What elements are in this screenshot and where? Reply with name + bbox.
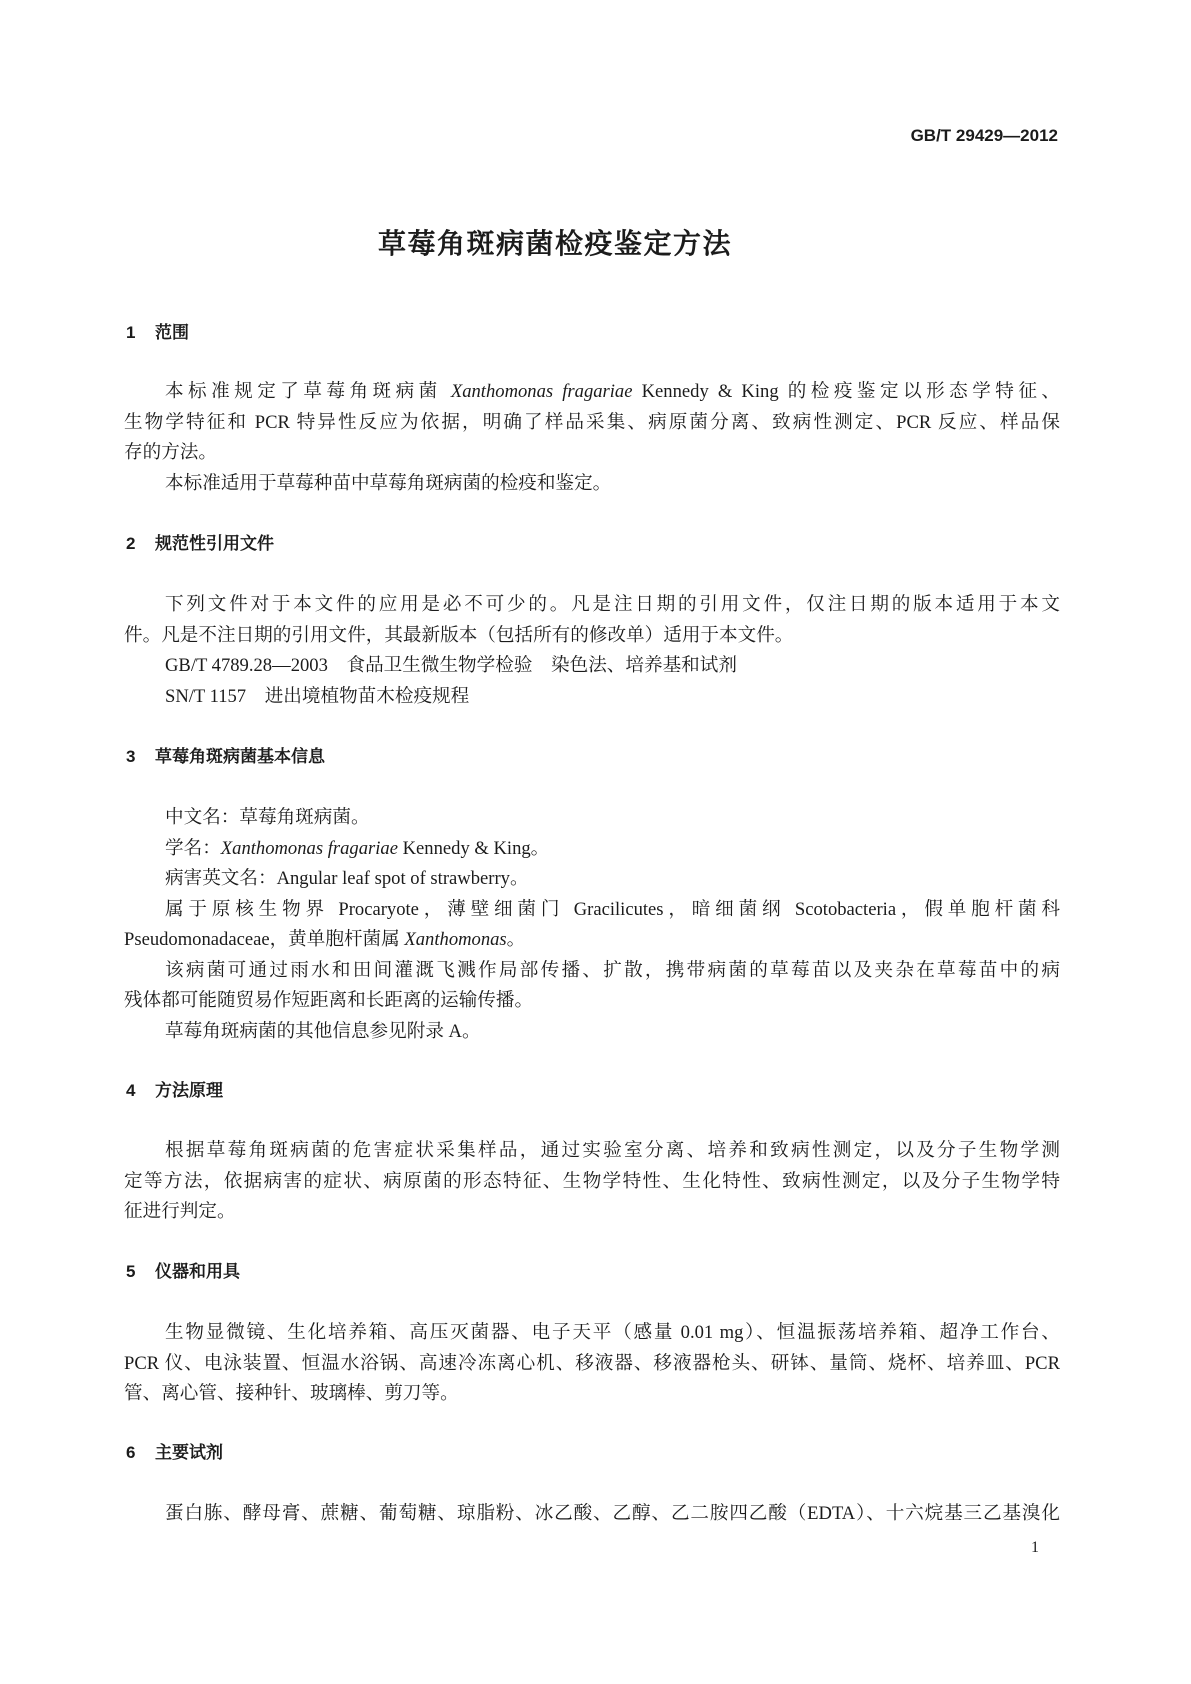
section-title: 范围 <box>155 323 189 342</box>
line-text: 件。凡是不注日期的引用文件，其最新版本（包括所有的修改单）适用于本文件。 <box>124 624 794 646</box>
line-text: 学名： <box>165 837 221 859</box>
line-text: SN/T 1157 进出境植物苗木检疫规程 <box>165 685 470 707</box>
section-title: 规范性引用文件 <box>155 534 274 553</box>
reference-item <box>124 651 1060 682</box>
text-line <box>124 621 1060 652</box>
line-text: 本标准规定了草莓角斑病菌 <box>165 381 451 402</box>
scientific-name: Xanthomonas <box>404 929 507 950</box>
section-heading-1 <box>126 321 189 345</box>
text-line <box>124 590 1060 621</box>
section-title: 草莓角斑病菌基本信息 <box>155 747 325 766</box>
text-line <box>124 925 1060 956</box>
line-text: 病害英文名：Angular leaf spot of strawberry。 <box>165 868 529 889</box>
text-line <box>124 438 1060 469</box>
section-heading-2 <box>126 532 274 556</box>
section-body-2 <box>124 590 1060 712</box>
section-body-5 <box>124 1318 1060 1410</box>
line-text: 属于原核生物界 Procaryote，薄壁细菌门 Gracilicutes，暗细菌纲 Scotobacteria，假单胞杆菌科 <box>165 898 1060 920</box>
section-heading-5 <box>126 1260 240 1284</box>
section-body-3 <box>124 803 1060 1047</box>
line-text: 下列文件对于本文件的应用是必不可少的。凡是注日期的引用文件，仅注日期的版本适用于本文 <box>165 594 1060 615</box>
section-number: 3 <box>126 747 136 766</box>
line-text: Pseudomonadaceae，黄单胞杆菌属 <box>124 929 405 950</box>
text-line <box>124 864 1060 895</box>
line-text: 征进行判定。 <box>124 1201 236 1222</box>
text-line <box>124 408 1060 439</box>
section-number: 6 <box>126 1443 136 1462</box>
reference-item <box>124 682 1060 713</box>
line-text: 生物学特征和 PCR 特异性反应为依据，明确了样品采集、病原菌分离、致病性测定、PCR 反应、样品保 <box>124 411 1060 433</box>
text-line <box>124 834 1060 865</box>
line-text: PCR 仪、电泳装置、恒温水浴锅、高速冷冻离心机、移液器、移液器枪头、研钵、量筒、烧杯、培养皿、PCR <box>124 1352 1060 1374</box>
text-line <box>124 1499 1060 1530</box>
text-line <box>124 1197 1060 1228</box>
line-text: 本标准适用于草莓种苗中草莓角斑病菌的检疫和鉴定。 <box>165 472 612 494</box>
text-line <box>124 895 1060 926</box>
line-text: 存的方法。 <box>124 442 217 463</box>
line-text: 草莓角斑病菌的其他信息参见附录 A。 <box>165 1020 481 1042</box>
line-text: 中文名：草莓角斑病菌。 <box>165 807 370 828</box>
section-body-4 <box>124 1136 1060 1228</box>
line-text: Kennedy & King。 <box>397 837 550 859</box>
section-heading-4 <box>126 1079 223 1103</box>
line-text: 残体都可能随贸易作短距离和长距离的运输传播。 <box>124 990 534 1011</box>
line-text: Kennedy & King 的检疫鉴定以形态学特征、 <box>632 381 1060 402</box>
line-text: 根据草莓角斑病菌的危害症状采集样品，通过实验室分离、培养和致病性测定，以及分子生物学测 <box>165 1140 1060 1161</box>
line-text: 蛋白胨、酵母膏、蔗糖、葡萄糖、琼脂粉、冰乙酸、乙醇、乙二胺四乙酸（EDTA）、十六烷基三乙基溴化 <box>165 1503 1060 1524</box>
standard-code: GB/T 29429—2012 <box>910 126 1058 145</box>
section-number: 5 <box>126 1262 136 1281</box>
scientific-name: Xanthomonas fragariae <box>450 381 633 402</box>
section-title: 仪器和用具 <box>155 1262 240 1281</box>
section-title: 方法原理 <box>155 1081 223 1100</box>
document-title: 草莓角斑病菌检疫鉴定方法 <box>378 228 733 259</box>
line-text: 生物显微镜、生化培养箱、高压灭菌器、电子天平（感量 0.01 mg）、恒温振荡培养箱、超净工作台、 <box>165 1322 1060 1343</box>
line-text: GB/T 4789.28—2003 食品卫生微生物学检验 染色法、培养基和试剂 <box>165 655 737 676</box>
section-body-1 <box>124 377 1060 499</box>
line-text: 管、离心管、接种针、玻璃棒、剪刀等。 <box>124 1383 459 1404</box>
section-heading-6 <box>126 1441 223 1465</box>
section-number: 2 <box>126 534 136 553</box>
text-line <box>124 1017 1060 1048</box>
text-line <box>124 1167 1060 1198</box>
text-line <box>124 377 1060 408</box>
text-line <box>124 1318 1060 1349</box>
scientific-name: Xanthomonas fragariae <box>220 837 398 859</box>
page-number: 1 <box>1031 1539 1039 1556</box>
text-line <box>124 1379 1060 1410</box>
line-text: 定等方法，依据病害的症状、病原菌的形态特征、生物学特性、生化特性、致病性测定，以及分子生物学特 <box>124 1170 1060 1192</box>
section-number: 1 <box>126 323 136 342</box>
text-line <box>124 986 1060 1017</box>
text-line <box>124 1136 1060 1167</box>
section-number: 4 <box>126 1081 136 1100</box>
section-body-6 <box>124 1499 1060 1530</box>
text-line <box>124 956 1060 987</box>
line-text: 该病菌可通过雨水和田间灌溉飞溅作局部传播、扩散，携带病菌的草莓苗以及夹杂在草莓苗中的病 <box>165 959 1060 981</box>
section-title: 主要试剂 <box>155 1443 223 1462</box>
line-text: 。 <box>506 929 526 950</box>
text-line <box>124 1349 1060 1380</box>
text-line <box>124 469 1060 500</box>
text-line <box>124 803 1060 834</box>
section-heading-3 <box>126 745 325 769</box>
